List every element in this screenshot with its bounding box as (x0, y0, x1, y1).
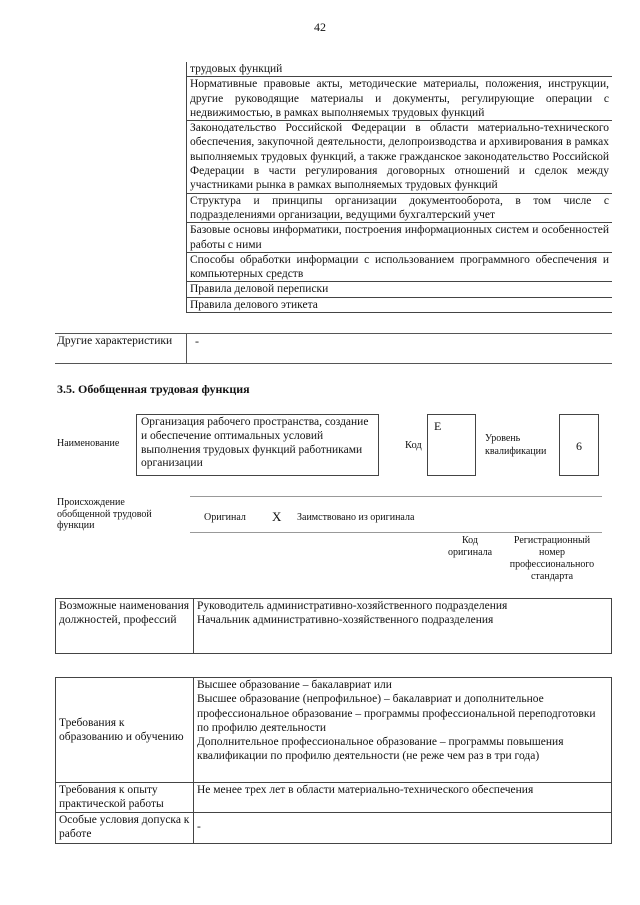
original-label: Оригинал (204, 512, 246, 523)
experience-value: Не менее трех лет в области материально-технического обеспечения (194, 783, 612, 813)
original-mark: X (272, 509, 282, 524)
positions-values (194, 599, 612, 654)
knowledge-row: Правила деловой переписки (187, 282, 613, 297)
divider (55, 363, 612, 364)
positions-label: Возможные наименования должностей, профессий (56, 599, 194, 654)
knowledge-row: Правила делового этикета (187, 297, 613, 312)
knowledge-row: Законодательство Российской Федерации в области материально-технического обеспечения, закупочной деятельности, делопроизводства и архивирования в рамках выполняемых трудовых функций, а также гражданское законодательство Российской Федерации в части регулирования договорных отношений и сделок между участниками рынка в рамках выполняемых трудовых функций (187, 121, 613, 193)
divider (190, 496, 602, 497)
knowledge-row: трудовых функций (187, 62, 613, 77)
level-label: Уровень квалификации (485, 433, 547, 457)
name-value: Организация рабочего пространства, создание и обеспечение оптимальных условий выполнения трудовых функций работниками организации (136, 414, 379, 476)
level-value: 6 (559, 414, 599, 476)
other-characteristics-label: Другие характеристики (57, 335, 173, 347)
code-label: Код (405, 440, 422, 451)
divider (190, 532, 602, 533)
knowledge-row: Базовые основы информатики, построения информационных систем и особенностей работы с ними (187, 223, 613, 253)
origin-label: Происхождение обобщенной трудовой функции (57, 497, 152, 531)
reg-number-label: Регистрационный номер профессионального стандарта (509, 535, 595, 582)
code-value: E (427, 414, 476, 476)
knowledge-table (55, 62, 612, 313)
special-label: Особые условия допуска к работе (56, 812, 194, 843)
page-number: 42 (314, 20, 326, 34)
requirements-table (55, 677, 612, 844)
position-item: Руководитель административно-хозяйственного подразделения (197, 600, 508, 612)
knowledge-row: Структура и принципы организации документооборота, в том числе с подразделениями организации, ведущими бухгалтерский учет (187, 193, 613, 223)
education-item: Высшее образование (непрофильное) – бакалавриат и дополнительное профессиональное образование – программы профессиональной переподготовки по профилю деятельности (197, 693, 596, 734)
position-item: Начальник административно-хозяйственного подразделения (197, 614, 494, 627)
education-label: Требования к образованию и обучению (56, 678, 194, 783)
knowledge-row: Способы обработки информации с использованием программного обеспечения и компьютерных средств (187, 252, 613, 282)
positions-table (55, 598, 612, 654)
other-characteristics-value: - (195, 334, 199, 348)
special-value: - (194, 812, 612, 843)
knowledge-row: Нормативные правовые акты, методические материалы, положения, инструкции, другие руководящие материалы и документы, регулирующие операции с недвижимостью, в рамках выполняемых трудовых функций (187, 77, 613, 121)
name-label: Наименование (57, 438, 120, 449)
experience-label: Требования к опыту практической работы (56, 783, 194, 813)
education-item: Дополнительное профессиональное образование – программы повышения квалификации по профилю деятельности (не реже чем раз в три года) (197, 736, 564, 763)
education-values (194, 678, 612, 783)
education-item: Высшее образование – бакалавриат или (197, 679, 392, 691)
section-title: 3.5. Обобщенная трудовая функция (57, 382, 250, 396)
borrowed-label: Заимствовано из оригинала (297, 512, 415, 523)
code-original-label: Код оригинала (447, 535, 493, 558)
knowledge-label-cell (55, 62, 187, 313)
divider (186, 333, 187, 363)
